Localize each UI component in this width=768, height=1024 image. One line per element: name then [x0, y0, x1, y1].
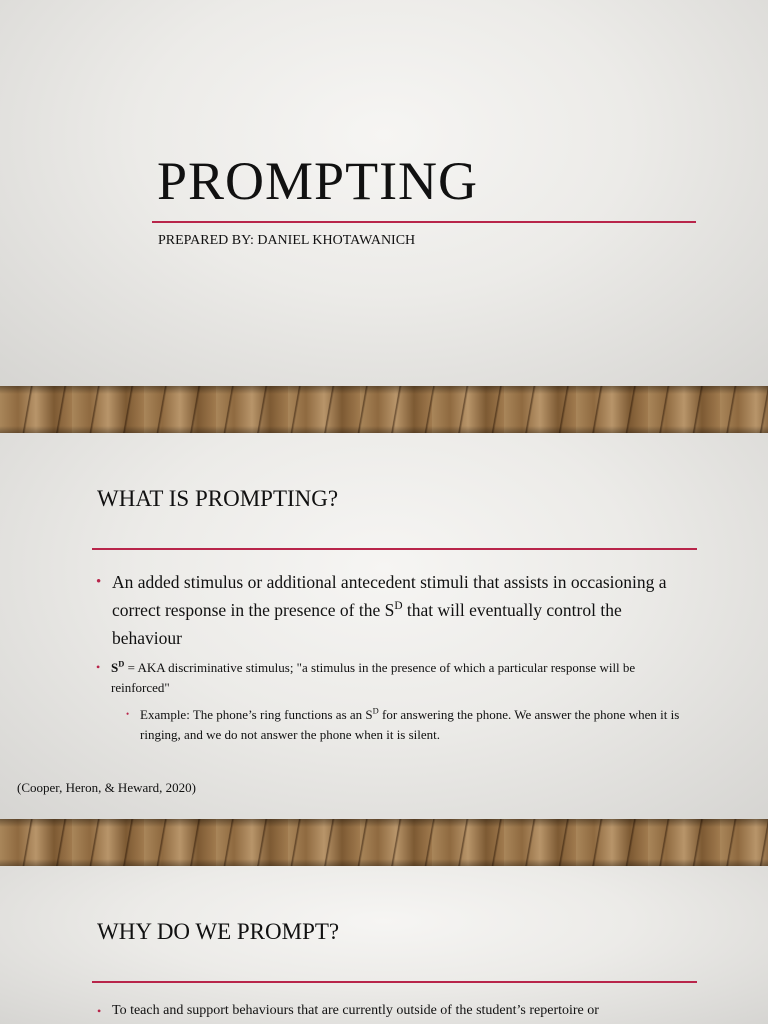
- bullet-icon: •: [96, 660, 101, 674]
- title-divider: [152, 221, 696, 223]
- bullet-item: [96, 658, 691, 698]
- sub-bullet-item: [126, 705, 700, 745]
- slide-heading: WHAT IS PROMPTING?: [97, 486, 339, 511]
- bullet-item: [97, 1000, 712, 1022]
- bullet-text: To teach and support behaviours that are currently outside of the student’s repertoire or: [112, 1003, 599, 1018]
- bullet-text: Example: The phone’s ring functions as an S: [140, 707, 373, 722]
- heading-divider: [92, 981, 697, 983]
- title-slide: [0, 0, 768, 386]
- superscript: D: [372, 705, 379, 716]
- slide-title: PROMPTING: [157, 151, 479, 211]
- slide-subtitle: PREPARED BY: DANIEL KHOTAWANICH: [158, 233, 416, 248]
- bullet-text: for answering the phone. We answer the phone when it is ringing, and we do not answer the phone when it is silent.: [140, 707, 680, 742]
- heading-divider: [92, 548, 697, 550]
- slide-heading: WHY DO WE PROMPT?: [97, 919, 340, 944]
- citation: (Cooper, Heron, & Heward, 2020): [17, 780, 196, 795]
- term: S: [111, 660, 119, 675]
- superscript: D: [394, 600, 403, 613]
- wood-floor-divider: [0, 386, 768, 433]
- bullet-text: = AKA discriminative stimulus; "a stimulus in the presence of which a particular response will be reinforced": [111, 660, 636, 695]
- bullet-text: that will eventually control the behaviour: [112, 600, 622, 648]
- bullet-icon: •: [96, 574, 102, 590]
- bullet-icon: •: [126, 709, 130, 719]
- wood-floor-divider: [0, 819, 768, 866]
- bullet-icon: •: [97, 1004, 102, 1018]
- superscript: D: [118, 658, 125, 669]
- bullet-item: [96, 568, 672, 652]
- bullet-text: An added stimulus or additional antecedent stimuli that assists in occasioning a correct response in the presence of the S: [112, 572, 667, 620]
